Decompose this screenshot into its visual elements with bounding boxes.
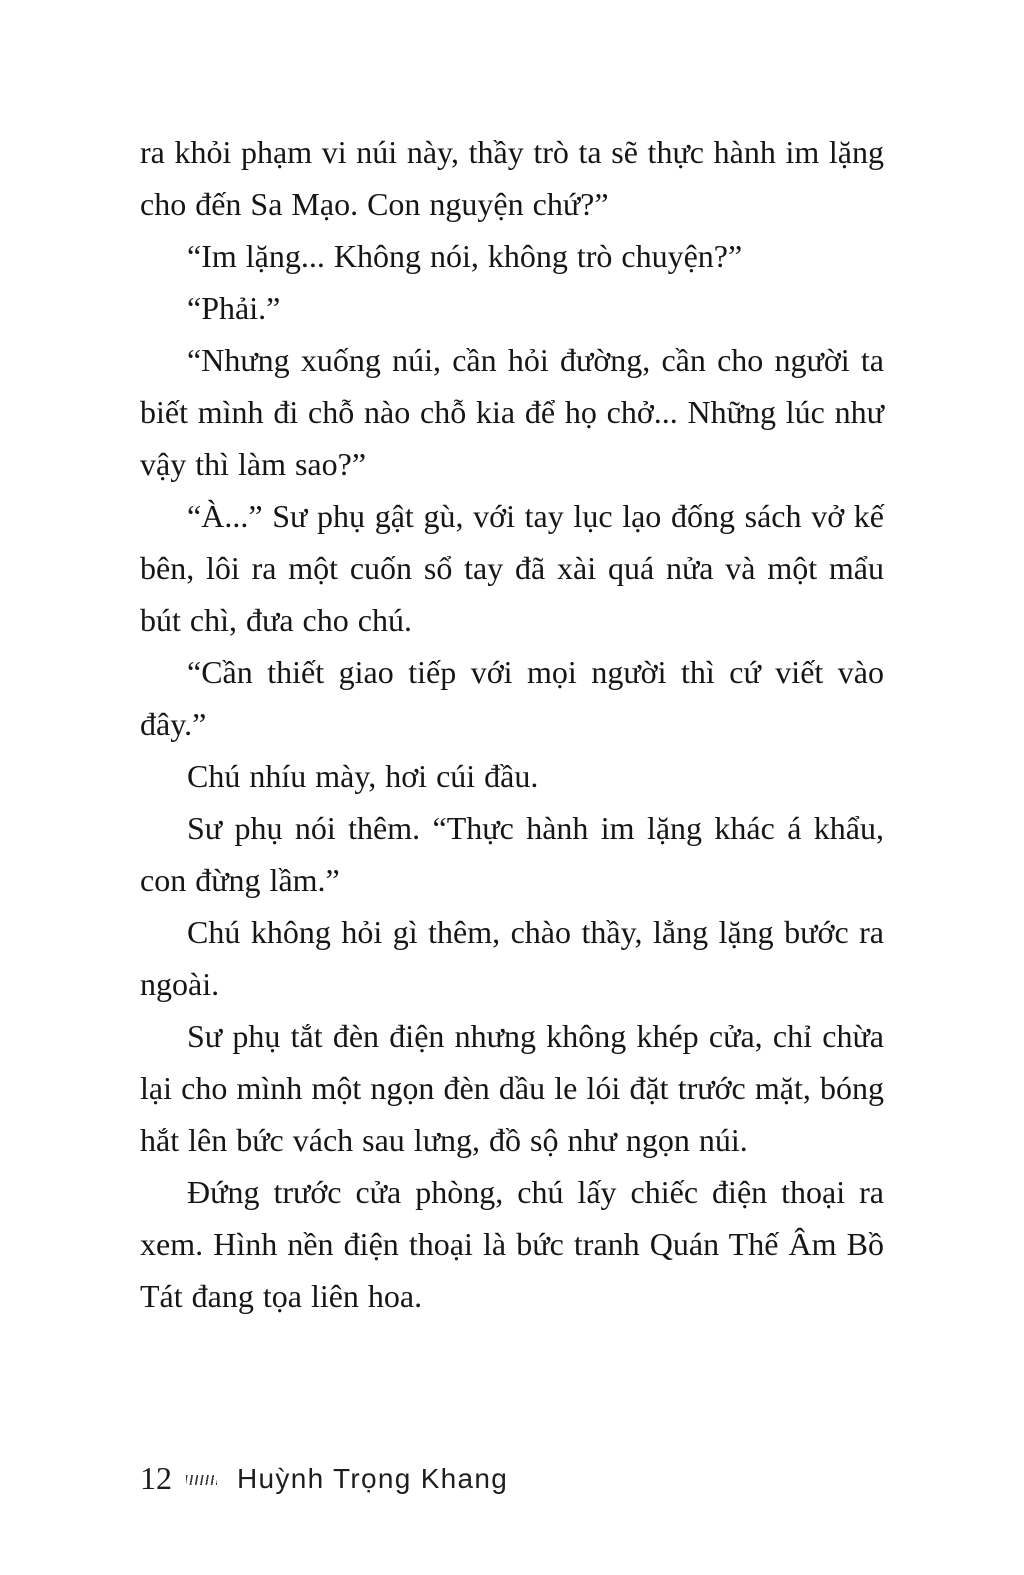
paragraph: Sư phụ tắt đèn điện nhưng không khép cửa, chỉ chừa lại cho mình một ngọn đèn dầu le lói đặt trước mặt, bóng hắt lên bức vách sau lưng, đồ sộ như ngọn núi. [140,1018,884,1158]
paragraph: “À...” Sư phụ gật gù, với tay lục lạo đống sách vở kế bên, lôi ra một cuốn sổ tay đã xài quá nửa và một mẩu bút chì, đưa cho chú. [140,498,884,638]
paragraph: Chú nhíu mày, hơi cúi đầu. [187,758,539,794]
page-number: 12 [140,1460,172,1496]
paragraph: “Nhưng xuống núi, cần hỏi đường, cần cho người ta biết mình đi chỗ nào chỗ kia để họ chở... Những lúc như vậy thì làm sao?” [140,342,884,482]
page-footer [140,1462,508,1494]
paragraph: “Phải.” [187,290,281,326]
page-text [140,126,884,1322]
tally-divider-icon [186,1475,217,1485]
paragraph: Sư phụ nói thêm. “Thực hành im lặng khác á khẩu, con đừng lầm.” [140,810,884,898]
paragraph: ra khỏi phạm vi núi này, thầy trò ta sẽ thực hành im lặng cho đến Sa Mạo. Con nguyện chứ?” [140,134,884,222]
paragraph: Chú không hỏi gì thêm, chào thầy, lẳng lặng bước ra ngoài. [140,914,884,1002]
paragraph: “Cần thiết giao tiếp với mọi người thì cứ viết vào đây.” [140,654,884,742]
author-name: Huỳnh Trọng Khang [237,1463,509,1494]
paragraph: Đứng trước cửa phòng, chú lấy chiếc điện thoại ra xem. Hình nền điện thoại là bức tranh Quán Thế Âm Bồ Tát đang tọa liên hoa. [140,1174,884,1314]
paragraph: “Im lặng... Không nói, không trò chuyện?” [187,238,743,274]
